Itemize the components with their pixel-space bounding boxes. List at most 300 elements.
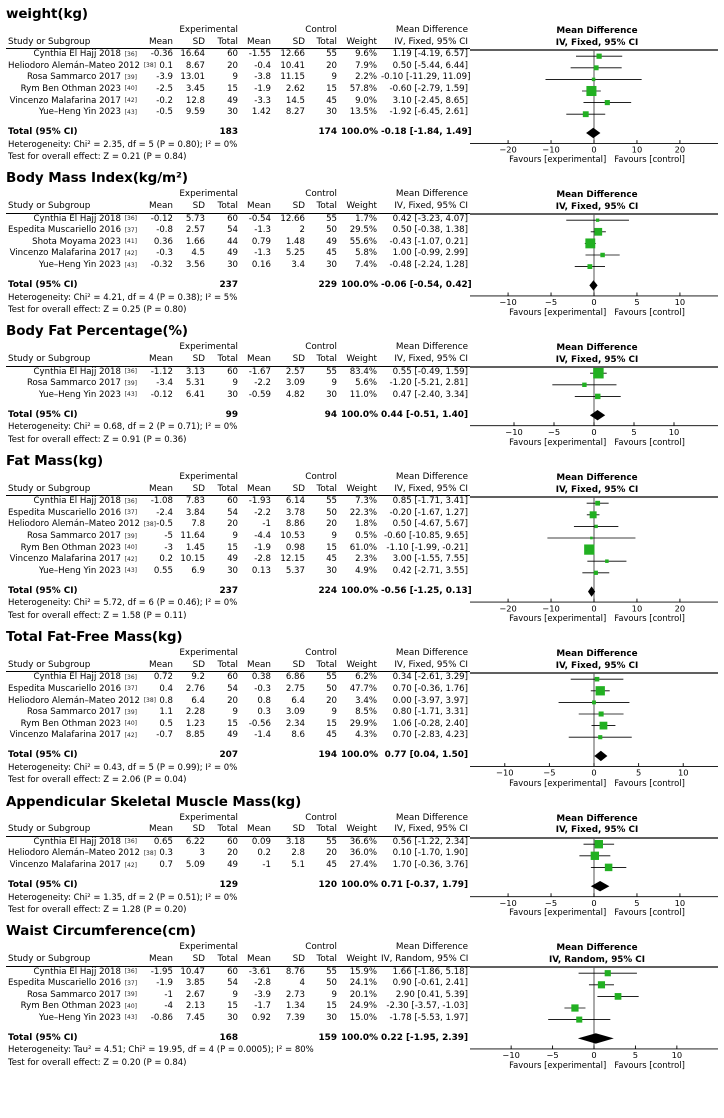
table-row [6,836,470,848]
row-ctl-mean: -3.3 [254,95,271,106]
row-ctl-total: 30 [326,260,337,271]
axis-tick-label: 0 [591,897,597,908]
row-weight: 9.0% [355,95,377,106]
spacer-cell [6,942,139,954]
total-blank [139,879,175,892]
forest-row-marker [582,86,601,96]
column-header-exp-mean: Mean [139,37,175,49]
column-header-ctl-sd: SD [273,954,307,966]
table-column-header-row [6,354,470,366]
overall-effect-text: Test for overall effect: Z = 0.21 (P = 0.84) [8,151,187,162]
column-header-exp-mean: Mean [139,660,175,672]
row-weight: 7.3% [355,496,377,507]
total-label: Total (95% CI) [8,127,78,138]
column-header-exp-mean: Mean [139,954,175,966]
row-exp-sd: 7.8 [191,519,205,530]
forest-row-marker [590,368,607,378]
axis-tick-label: 0 [591,767,597,778]
effect-size-marker [605,100,610,105]
reference-number: [36] [124,368,137,376]
row-exp-mean: -1.9 [156,978,173,989]
table-row [6,531,470,543]
axis-label-favours-experimental: Favours [experimental] [509,613,607,624]
row-weight: 1.7% [355,213,377,224]
table-total-row [6,126,470,139]
axis-tick-label: −5 [546,1050,559,1061]
column-header-exp-total: Total [207,824,240,836]
row-study-label: Cynthia El Hajj 2018 [36] [33,672,137,683]
row-study-label: Rym Ben Othman 2023 [40] [20,542,137,553]
column-header-exp-mean: Mean [139,484,175,496]
row-effect-ci: 0.34 [-2.61, 3.29] [392,672,468,683]
group-header-control: Control [305,342,337,353]
forest-row-marker [564,1005,585,1012]
column-header-effect: IV, Fixed, 95% CI [379,824,470,836]
table-row [6,990,470,1002]
table-row [6,96,470,108]
table-column-header-row [6,824,470,836]
table-row [6,730,470,742]
effect-size-marker [596,686,605,695]
axis-tick-label: −10 [499,897,517,908]
total-label: Total (95% CI) [8,585,78,596]
axis-label-favours-experimental: Favours [experimental] [509,307,607,318]
plot-title-model: IV, Fixed, 95% CI [555,37,639,48]
total-blank [240,279,273,292]
axis-label-favours-control: Favours [control] [614,613,685,624]
axis-tick-label: 10 [631,603,643,614]
row-study-label: Cynthia El Hajj 2018 [36] [33,966,137,977]
row-ctl-total: 45 [326,860,337,870]
effect-size-marker [596,219,599,222]
row-exp-sd: 8.85 [185,730,205,741]
panel-title: Appendicular Skeletal Muscle Mass(kg) [6,793,302,810]
spacer-cell [339,813,379,825]
axis-direction-labels [470,154,724,164]
row-weight: 5.6% [355,378,377,389]
row-exp-mean: -0.3 [156,248,173,259]
total-blank [175,279,207,292]
total-ctl-total: 194 [318,750,337,761]
forest-plot-canvas [470,496,718,614]
column-header-study: Study or Subgroup [6,354,139,366]
plot-title-measure: Mean Difference [556,26,638,36]
axis-tick-label: −20 [499,144,517,155]
row-exp-sd: 3.84 [185,507,205,518]
row-effect-ci: 0.50 [-0.38, 1.38] [392,225,468,236]
row-ctl-mean: -1.3 [254,248,271,259]
statistics-table [0,472,470,622]
row-weight: 22.3% [349,507,377,518]
forest-row-marker [559,701,630,705]
effect-size-marker [591,851,599,859]
forest-row-marker [575,394,621,399]
total-ctl-total: 229 [318,280,337,291]
total-effect-ci: -0.56 [-1.25, 0.13] [381,585,472,596]
row-exp-total: 15 [227,1001,238,1012]
row-exp-total: 20 [227,60,238,71]
total-label: Total (95% CI) [8,280,78,291]
forest-row-marker [574,525,618,528]
total-effect-ci: 0.44 [-0.51, 1.40] [381,409,469,420]
row-ctl-sd: 11.15 [280,72,305,83]
row-exp-sd: 2.13 [185,1001,205,1012]
heterogeneity-text: Heterogeneity: Chi² = 5.72, df = 6 (P = 0.46); I² = 0% [8,598,238,609]
spacer-cell [6,813,139,825]
row-exp-sd: 6.4 [191,695,205,706]
column-header-ctl-mean: Mean [240,484,273,496]
column-header-study: Study or Subgroup [6,484,139,496]
row-study-label: Heliodoro Alemán–Mateo 2012 [38] [8,519,157,530]
spacer-cell [6,472,139,484]
row-ctl-total: 50 [326,978,337,989]
row-ctl-mean: -3.8 [254,72,271,83]
row-ctl-total: 30 [326,107,337,118]
row-study-label: Cynthia El Hajj 2018 [36] [33,366,137,377]
axis-tick-label: −10 [496,767,514,778]
plot-title-model: IV, Fixed, 95% CI [555,484,639,495]
row-exp-total: 60 [227,966,238,977]
column-header-exp-sd: SD [175,824,207,836]
row-exp-sd: 3.13 [185,366,205,377]
row-ctl-mean: -2.8 [254,554,271,565]
row-exp-total: 9 [232,989,238,1000]
row-exp-mean: 1.1 [159,707,173,718]
effect-size-marker [605,970,611,976]
axis-tick-label: 5 [634,297,640,308]
reference-number: [36] [124,673,137,681]
row-ctl-sd: 2.75 [285,683,305,694]
row-ctl-sd: 5.1 [291,860,305,870]
row-ctl-sd: 1.48 [285,236,305,247]
heterogeneity-text: Heterogeneity: Chi² = 0.68, df = 2 (P = 0.71); I² = 0% [8,422,238,433]
row-exp-mean: -0.8 [156,225,173,236]
row-ctl-sd: 12.66 [280,213,305,224]
total-ctl-total: 174 [318,127,337,138]
reference-number: [43] [124,391,137,399]
total-weight: 100.0% [341,880,378,890]
table-total-row [6,279,470,292]
reference-number: [36] [124,497,137,505]
total-blank [175,879,207,892]
row-exp-mean: -1.08 [150,496,173,507]
total-effect-ci: 0.71 [-0.37, 1.79] [381,880,469,890]
row-study-label: Espedita Muscariello 2016 [37] [8,683,138,694]
row-exp-total: 54 [227,507,238,518]
total-blank [240,1031,273,1044]
row-ctl-mean: 0.3 [257,707,271,718]
panel-title: Body Mass Index(kg/m²) [6,170,188,187]
axis-tick-label: 10 [674,297,686,308]
row-effect-ci: -0.10 [-11.29, 11.09] [381,72,471,83]
column-header-study: Study or Subgroup [6,37,139,49]
row-study-label: Espedita Muscariello 2016 [37] [8,225,138,236]
table-row [6,84,470,96]
effect-size-marker [592,78,595,81]
total-blank [273,279,307,292]
row-effect-ci: -1.10 [-1.99, -0.21] [386,542,468,553]
row-ctl-mean: -3.61 [248,966,271,977]
row-exp-total: 15 [227,542,238,553]
row-ctl-total: 30 [326,565,337,576]
total-blank [175,749,207,762]
row-exp-mean: 0.36 [153,236,173,247]
row-study-label: Rym Ben Othman 2023 [40] [20,1001,137,1012]
row-exp-sd: 3.45 [185,83,205,94]
column-header-ctl-sd: SD [273,824,307,836]
reference-number: [36] [124,968,137,975]
axis-tick-label: 10 [631,144,643,155]
row-weight: 57.8% [349,83,377,94]
forest-row-marker [587,511,600,518]
reference-number: [43] [124,108,137,116]
heterogeneity-text: Heterogeneity: Chi² = 0.43, df = 5 (P = 0.99); I² = 0% [8,762,238,773]
column-header-ctl-sd: SD [273,484,307,496]
column-header-weight: Weight [339,37,379,49]
effect-size-marker [576,1017,582,1023]
forest-plot [470,813,724,918]
row-exp-total: 9 [232,531,238,542]
table-row [6,978,470,990]
axis-tick-label: 0 [591,603,597,614]
total-blank [273,584,307,597]
forest-row-marker [571,677,624,682]
spacer-cell [6,648,139,660]
table-group-header-row [6,942,470,954]
table-group-header-row [6,648,470,660]
column-header-study: Study or Subgroup [6,824,139,836]
row-exp-sd: 2.67 [185,989,205,1000]
row-exp-mean: -3 [164,542,173,553]
statistics-table [0,189,470,316]
total-label: Total (95% CI) [8,750,78,761]
effect-size-marker [590,537,593,540]
column-header-weight: Weight [339,201,379,213]
statistics-table [0,648,470,786]
row-exp-total: 60 [227,366,238,377]
effect-size-marker [597,54,602,59]
forest-panel [0,0,724,164]
axis-label-favours-experimental: Favours [experimental] [509,154,607,165]
row-ctl-mean: 0.16 [251,260,271,271]
row-study-label: Espedita Muscariello 2016 [37] [8,978,138,989]
row-exp-mean: -0.12 [150,389,173,400]
row-ctl-sd: 3.09 [285,378,305,389]
axis-label-favours-control: Favours [control] [614,907,685,918]
axis-tick-label: −20 [499,603,517,614]
reference-number: [38] [143,849,157,857]
axis-label-favours-control: Favours [control] [614,437,685,448]
total-weight: 100.0% [341,1032,378,1043]
row-weight: 36.0% [349,848,377,859]
plot-title-measure: Mean Difference [556,190,638,201]
reference-number: [37] [124,509,138,517]
table-total-row [6,1031,470,1044]
row-weight: 11.0% [349,389,377,400]
row-ctl-mean: 0.38 [251,672,271,683]
effect-size-marker [584,545,594,555]
table-row [6,696,470,708]
column-header-exp-mean: Mean [139,354,175,366]
row-ctl-sd: 10.53 [280,531,305,542]
row-exp-mean: 0.7 [159,860,173,870]
table-row [6,49,470,61]
statistics-table [0,25,470,163]
column-header-exp-total: Total [207,954,240,966]
effect-size-marker [595,840,603,848]
effect-size-marker [598,982,605,989]
panel-body [0,189,724,317]
column-header-study: Study or Subgroup [6,954,139,966]
row-exp-total: 49 [227,95,238,106]
row-exp-sd: 5.73 [185,213,205,224]
column-header-ctl-total: Total [307,484,339,496]
row-ctl-sd: 2.73 [285,989,305,1000]
row-ctl-mean: 0.09 [251,836,271,847]
row-weight: 7.9% [355,60,377,71]
row-ctl-sd: 5.25 [285,248,305,259]
row-exp-mean: 0.4 [159,683,173,694]
row-ctl-total: 55 [326,49,337,60]
total-blank [175,584,207,597]
row-study-label: Yue–Heng Yin 2023 [43] [38,565,137,576]
row-ctl-total: 15 [326,542,337,553]
overall-effect-text: Test for overall effect: Z = 0.25 (P = 0.80) [8,304,187,315]
axis-tick-label: 0 [591,144,597,155]
row-exp-sd: 7.45 [185,1012,205,1023]
row-ctl-sd: 5.37 [285,565,305,576]
row-ctl-mean: 0.79 [251,236,271,247]
panel-title: Total Fat-Free Mass(kg) [6,629,183,646]
row-study-label: Vincenzo Malafarina 2017 [42] [9,95,137,106]
reference-number: [38] [143,697,157,705]
forest-plot [470,189,724,317]
column-header-ctl-total: Total [307,37,339,49]
column-header-ctl-mean: Mean [240,37,273,49]
row-weight: 7.4% [355,260,377,271]
axis-tick-label: 0 [591,427,597,438]
total-effect-ci: -0.06 [-0.54, 0.42] [381,280,472,291]
table-row [6,966,470,978]
plot-title [470,813,724,837]
row-ctl-mean: -2.2 [254,378,271,389]
plot-title [470,342,724,366]
row-ctl-sd: 2.34 [285,718,305,729]
axis-label-favours-experimental: Favours [experimental] [509,777,607,788]
row-effect-ci: 1.00 [-0.99, 2.99] [392,248,468,259]
row-ctl-total: 20 [326,519,337,530]
row-weight: 24.9% [349,1001,377,1012]
row-effect-ci: -0.20 [-1.67, 1.27] [389,507,468,518]
column-header-study: Study or Subgroup [6,660,139,672]
table-row [6,72,470,84]
row-ctl-sd: 2 [299,225,305,236]
row-effect-ci: 0.55 [-0.49, 1.59] [392,366,468,377]
plot-title-measure: Mean Difference [556,813,638,824]
total-effect-ci: -0.18 [-1.84, 1.49] [381,127,472,138]
row-ctl-mean: -1.9 [254,542,271,553]
effect-size-marker [594,571,598,575]
forest-row-marker [587,559,626,563]
effect-size-marker [593,368,603,378]
total-blank [273,749,307,762]
row-weight: 6.2% [355,672,377,683]
reference-number: [43] [124,261,137,269]
row-ctl-sd: 8.86 [285,519,305,530]
row-exp-sd: 7.83 [185,496,205,507]
row-ctl-mean: -1 [262,860,271,870]
row-exp-mean: -0.2 [156,95,173,106]
row-ctl-total: 55 [326,213,337,224]
row-ctl-total: 9 [331,989,337,1000]
column-header-weight: Weight [339,954,379,966]
forest-plot-canvas [470,213,718,308]
effect-size-marker [605,559,609,563]
forest-plot-canvas [470,672,718,778]
row-ctl-sd: 4.82 [285,389,305,400]
axis-label-favours-control: Favours [control] [614,154,685,165]
row-exp-mean: 0.55 [153,565,173,576]
row-effect-ci: 0.42 [-2.71, 3.55] [392,565,468,576]
group-header-experimental: Experimental [179,648,238,659]
row-exp-sd: 3.85 [185,978,205,989]
total-effect-ci: 0.22 [-1.95, 2.39] [381,1032,469,1043]
table-column-header-row [6,660,470,672]
row-effect-ci: 1.66 [-1.86, 5.18] [392,966,468,977]
overall-effect-diamond [594,751,607,761]
effect-size-marker [615,993,622,1000]
row-study-label: Rosa Sammarco 2017 [39] [26,72,137,83]
row-exp-mean: -0.5 [156,107,173,118]
plot-title-model: IV, Fixed, 95% CI [555,660,639,671]
total-blank [175,1031,207,1044]
row-exp-mean: 0.1 [159,60,173,71]
row-exp-mean: -0.36 [150,49,173,60]
column-header-ctl-total: Total [307,660,339,672]
row-study-label: Rym Ben Othman 2023 [40] [20,718,137,729]
row-weight: 9.6% [355,49,377,60]
row-study-label: Rosa Sammarco 2017 [39] [26,531,137,542]
row-exp-total: 15 [227,83,238,94]
total-ctl-total: 159 [318,1032,337,1043]
plot-title-model: IV, Fixed, 95% CI [555,201,639,212]
column-header-exp-sd: SD [175,954,207,966]
row-exp-mean: -1.12 [150,366,173,377]
column-header-exp-sd: SD [175,354,207,366]
effect-size-marker [594,65,599,70]
row-ctl-sd: 10.41 [280,60,305,71]
total-ctl-total: 120 [318,880,337,890]
row-exp-total: 30 [227,107,238,118]
row-effect-ci: 0.70 [-0.36, 1.76] [392,683,468,694]
row-study-label: Rosa Sammarco 2017 [39] [26,378,137,389]
column-header-exp-mean: Mean [139,201,175,213]
row-exp-sd: 6.9 [191,565,205,576]
total-blank [273,879,307,892]
spacer-cell [339,189,379,201]
forest-row-marker [547,537,635,540]
row-ctl-sd: 1.34 [285,1001,305,1012]
row-exp-total: 60 [227,672,238,683]
axis-tick-label: −10 [502,1050,520,1061]
axis-direction-labels [470,1060,724,1070]
forest-row-marker [584,545,594,555]
table-spacer-row [6,119,470,126]
total-blank [273,1031,307,1044]
row-weight: 4.9% [355,565,377,576]
reference-number: [42] [124,861,137,869]
row-effect-ci: 0.85 [-1.71, 3.41] [392,496,468,507]
